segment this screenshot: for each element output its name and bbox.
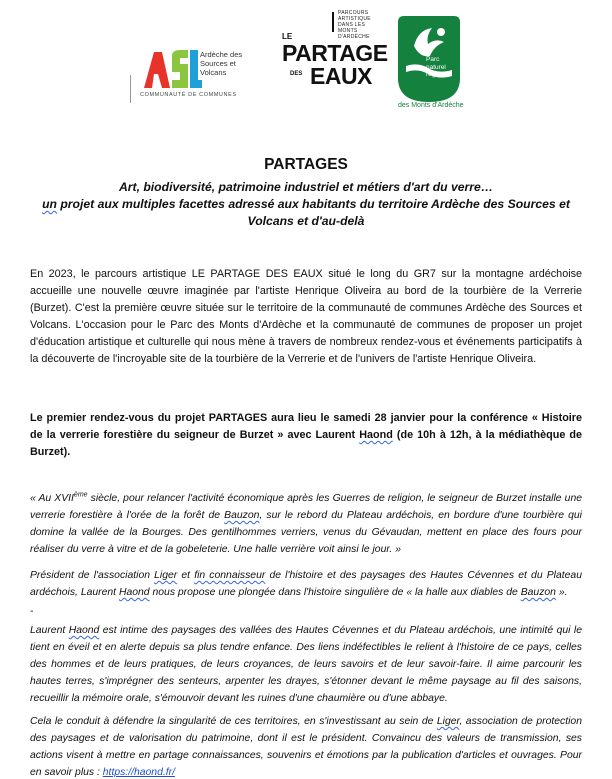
- partage-eaux: EAUX: [310, 63, 372, 89]
- text-run: Laurent: [30, 625, 69, 636]
- divider: [130, 75, 131, 103]
- tagline-line: ARTISTIQUE: [338, 16, 371, 22]
- tagline-line: MONTS D'ARDÈCHE: [338, 28, 370, 40]
- superscript: ème: [73, 491, 88, 499]
- speaker-name: Haond: [68, 625, 100, 636]
- text-run: siècle, pour relancer l'activité économique après les Guerres de religion, le seigneur de Burzet installe une verrerie forestière à l'orée de la forêt de: [30, 493, 582, 521]
- place-name: Bauzon: [520, 587, 556, 598]
- spellcheck-word: un: [42, 197, 57, 211]
- text-run: nous propose une plongée dans l'histoire singulière de « la halle aux diables de: [149, 587, 521, 598]
- place-name: Bauzon: [224, 510, 260, 521]
- text-run: (de 10h à 12h, à la médiathèque de Burzet).: [30, 429, 582, 458]
- asv-subtitle: COMMUNAUTÉ DE COMMUNES: [140, 92, 237, 98]
- text-run: et: [177, 570, 195, 581]
- pnr-line: naturel: [426, 63, 446, 71]
- text-run: est intime des paysages des vallées des Hautes Cévennes et du Plateau ardéchois, une intimité qui le tient en éveil et en alerte depuis sa plus tendre enfance. Des liens indéfectibles le relient à l'histoire de ce pays, celles des hommes et de leurs pratiques, de leurs croyances, de leurs savoirs et de leur savoir-faire. Il aime parcourir les hautes terres, s'imprégner des senteurs, arpenter les drayes, s'étonner devant le même paysage au fil des saisons, recueillir la mémoire orale, s'émouvoir devant les ruines d'une chaumière ou d'une abbaye.: [30, 625, 582, 704]
- bio-paragraph: [30, 622, 582, 707]
- asv-line: Sources et: [200, 59, 236, 68]
- text-run: , association de protection des paysages et de valorisation du patrimoine, dont il est le président. Convaincu des valeurs de transmission, ses actions visent à mettre en partage connaissances, souvenirs et émotions par la publication d'articles et ouvrages. Pour en savoir plus :: [30, 716, 582, 778]
- asv-mark-icon: [140, 48, 202, 90]
- text-run: Président de l'association: [30, 570, 155, 581]
- association-name: Liger: [154, 570, 178, 581]
- asv-line: Ardèche des: [200, 50, 243, 59]
- dash-separator: -: [30, 606, 34, 617]
- speaker-name: Haond: [359, 429, 393, 441]
- mission-paragraph: [30, 713, 582, 779]
- subtitle-line: [30, 196, 582, 230]
- text-run: ».: [555, 587, 568, 598]
- logo-bar: [0, 0, 612, 120]
- pnr-line: Parc: [426, 56, 440, 63]
- president-paragraph: [30, 567, 582, 601]
- asv-name: [200, 50, 242, 77]
- spellcheck-phrase: fin connaisseur: [194, 570, 266, 581]
- subtitle-text: projet aux multiples facettes adressé aux habitants du territoire Ardèche des Sources et Volcans et d'au-delà: [56, 197, 570, 228]
- asv-logo: [128, 48, 248, 104]
- partage-des-eaux-logo: [268, 8, 388, 88]
- speaker-name: Haond: [118, 587, 150, 598]
- text-run: de l'histoire et des paysages des Hautes Cévennes et du Plateau ardéchois, Laurent: [30, 570, 582, 598]
- tagline-line: DANS LES: [338, 22, 366, 28]
- partage-des: DES: [290, 71, 303, 77]
- text-run: Cela le conduit à défendre la singularité de ces territoires, en s'investissant au sein de: [30, 716, 437, 727]
- pnr-logo: [398, 16, 470, 112]
- event-paragraph: [30, 410, 582, 461]
- document-title: PARTAGES: [264, 156, 348, 173]
- association-name: Liger: [436, 716, 460, 727]
- pnr-subtitle: des Monts d'Ardèche: [398, 102, 464, 109]
- pnr-name: [426, 56, 462, 79]
- asv-line: Volcans: [200, 68, 227, 77]
- tagline-line: PARCOURS: [338, 10, 369, 16]
- text-run: « Au XVII: [30, 493, 74, 504]
- pnr-line: régional: [426, 71, 450, 78]
- text-run: Le premier rendez-vous du projet PARTAGES aura lieu le samedi 28 janvier pour la conférence « Histoire de la verrerie forestière du seigneur de Burzet » avec Laurent: [30, 412, 582, 441]
- quote-paragraph: [30, 490, 582, 558]
- partage-word: PARTAGE: [282, 40, 388, 66]
- waterfall-icon: [330, 12, 336, 32]
- document-subtitle: [30, 179, 582, 230]
- intro-paragraph: En 2023, le parcours artistique LE PARTAGE DES EAUX situé le long du GR7 sur la montagne ardéchoise accueille une nouvelle œuvre imaginée par l'artiste Henrique Oliveira au bord de la tourbière de la Verrerie (Burzet). C'est la première œuvre située sur le territoire de la communauté de communes Ardèche des Sources et Volcans. L'occasion pour le Parc des Monts d'Ardèche et la communauté de communes de proposer un projet d'éducation artistique et culturelle qui nous mène à travers de nombreux rendez-vous et événements participatifs à la découverte de l'incroyable site de la tourbière de la Verrerie et de l'univers de l'artiste Henrique Oliveira.: [30, 268, 582, 365]
- subtitle-line: Art, biodiversité, patrimoine industriel et métiers d'art du verre…: [118, 180, 494, 194]
- partage-le: LE: [282, 32, 293, 41]
- text-run: , sur le rebord du Plateau ardéchois, en bordure d'une tourbière qui domine la vallée de la Bourges. Des gentilhommes verriers, venus du Gévaudan, mettent en place des fours pour réaliser du verre à vitre et de la gobeleterie. Une halle verrière voit ainsi le jour. »: [30, 510, 582, 555]
- haond-website-link[interactable]: https://haond.fr/: [102, 767, 175, 778]
- partage-tagline: [338, 10, 388, 40]
